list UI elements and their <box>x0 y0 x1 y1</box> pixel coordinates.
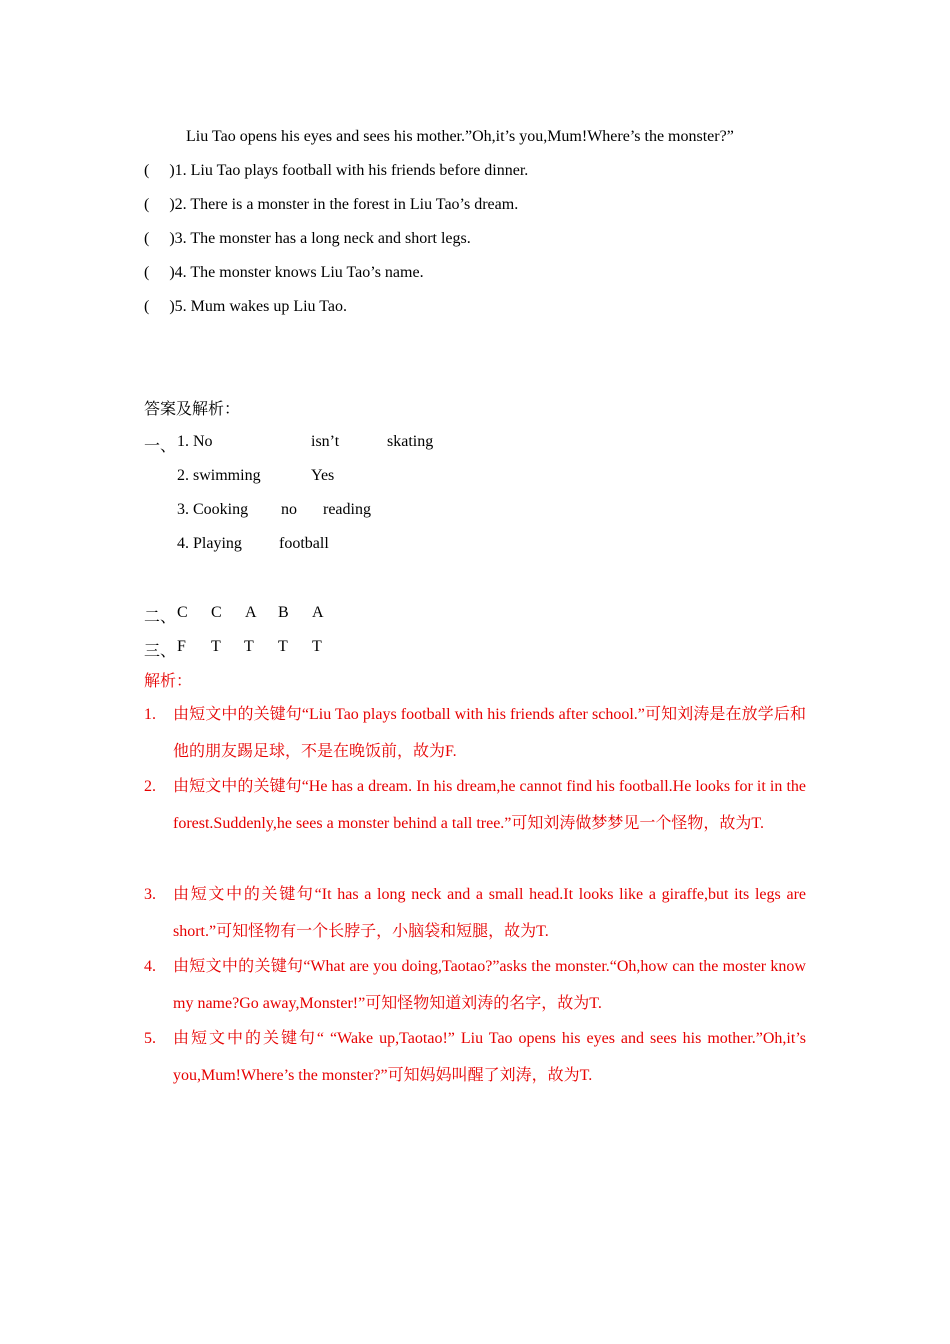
analysis-number: 1. <box>144 706 156 723</box>
answer-cell: 3. Cooking <box>177 501 249 518</box>
passage-last-line: Liu Tao opens his eyes and sees his mother.”Oh,it’s you,Mum!Where’s the monster?” <box>186 128 734 145</box>
analysis-text: 由短文中的关键句“What are you doing,Taotao?”asks the monster.“Oh,how can the moster know my name?Go away,Monster!”可知怪物知道刘涛的名字，故为T. <box>173 958 806 1012</box>
question-item <box>144 229 471 249</box>
question-item <box>144 297 347 317</box>
analysis-number: 3. <box>144 886 156 903</box>
question-item <box>144 263 424 283</box>
answer-letter: T <box>312 638 322 655</box>
answer-blank[interactable]: ( <box>144 264 150 281</box>
answer-cell: skating <box>387 433 434 450</box>
answer-blank[interactable]: ( <box>144 298 150 315</box>
answer-cell: no <box>281 501 297 518</box>
question-text: )3. The monster has a long neck and short legs. <box>169 230 471 247</box>
answer-letter: A <box>312 604 324 621</box>
answer-cell: Yes <box>311 467 335 484</box>
answer-letter: B <box>278 604 289 621</box>
question-text: )4. The monster knows Liu Tao’s name. <box>169 264 424 281</box>
question-item <box>144 195 518 215</box>
answer-letter: A <box>245 604 257 621</box>
answer-cell: 2. swimming <box>177 467 261 484</box>
section-prefix: 一、 <box>144 438 177 455</box>
section-prefix: 三、 <box>144 643 177 660</box>
answer-letter: T <box>211 638 221 655</box>
analysis-number: 5. <box>144 1030 156 1047</box>
analysis-text: 由短文中的关键句“Liu Tao plays football with his friends after school.”可知刘涛是在放学后和他的朋友踢足球，不是在晚饭前，故为F. <box>173 706 806 760</box>
answer-cell: football <box>279 535 329 552</box>
analysis-number: 4. <box>144 958 156 975</box>
analysis-number: 2. <box>144 778 156 795</box>
answer-blank[interactable]: ( <box>144 230 150 247</box>
answer-letter: C <box>177 604 188 621</box>
answer-blank[interactable]: ( <box>144 196 150 213</box>
answer-letter: C <box>211 604 222 621</box>
question-text: )2. There is a monster in the forest in Liu Tao’s dream. <box>169 196 519 213</box>
analysis-text: 由短文中的关键句“He has a dream. In his dream,he cannot find his football.He looks for it in the forest.Suddenly,he sees a monster behind a tall tree.”可知刘涛做梦梦见一个怪物，故为T. <box>173 778 806 832</box>
question-item <box>144 161 528 181</box>
analysis-text: 由短文中的关键句“It has a long neck and a small head.It looks like a giraffe,but its legs are short.”可知怪物有一个长脖子，小脑袋和短腿，故为T. <box>173 886 806 940</box>
answer-cell: reading <box>323 501 371 518</box>
analysis-heading: 解析： <box>144 673 193 690</box>
answer-letter: T <box>278 638 288 655</box>
answers-heading: 答案及解析： <box>144 401 241 418</box>
analysis-text: 由短文中的关键句“ “Wake up,Taotao!” Liu Tao opens his eyes and sees his mother.”Oh,it’s you,Mum!Where’s the monster?”可知妈妈叫醒了刘涛，故为T. <box>173 1030 806 1084</box>
question-text: )5. Mum wakes up Liu Tao. <box>169 298 347 315</box>
section-prefix: 二、 <box>144 609 177 626</box>
answer-cell: 1. No <box>177 433 213 450</box>
answer-cell: 4. Playing <box>177 535 242 552</box>
question-text: )1. Liu Tao plays football with his friends before dinner. <box>169 162 529 179</box>
answer-cell: isn’t <box>311 433 340 450</box>
answer-blank[interactable]: ( <box>144 162 150 179</box>
answer-letter: F <box>177 638 186 655</box>
answer-letter: T <box>244 638 254 655</box>
